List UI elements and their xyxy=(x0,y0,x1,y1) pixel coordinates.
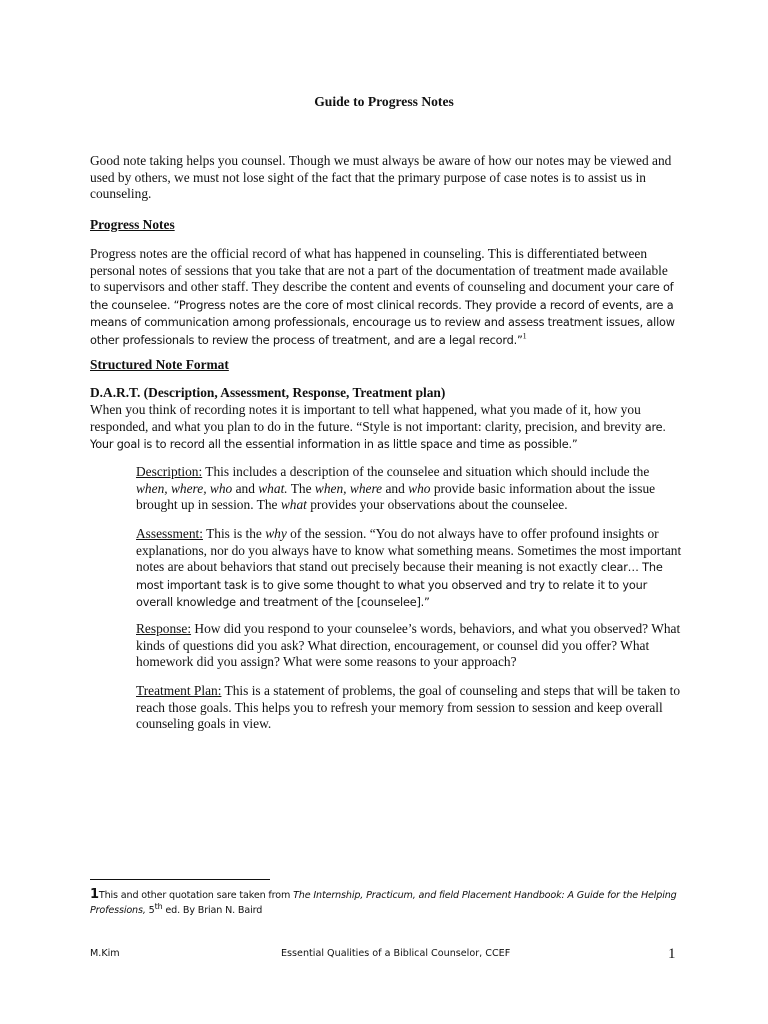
structured-note-heading: Structured Note Format xyxy=(90,357,229,372)
progress-notes-paragraph xyxy=(90,246,680,350)
footnote-book-title: The Internship, Practicum, and field Placement Handbook: A Guide for the Helping Professions, xyxy=(90,890,677,916)
description-italic: what. xyxy=(258,480,288,496)
response-text: How did you respond to your counselee’s words, behaviors, and what you observed? What kinds of questions did you ask? What direction, encouragement, or counsel did you offer? What homework did you assign? What were some reasons to your approach? xyxy=(136,621,681,670)
page-number: 1 xyxy=(668,946,676,962)
assessment-text: This is the xyxy=(202,526,266,541)
response-label: Response: xyxy=(136,621,192,636)
footnote-text: ed. By Brian N. Baird xyxy=(162,905,263,916)
page-title: Guide to Progress Notes xyxy=(314,94,454,109)
treatment-plan-paragraph xyxy=(136,683,684,733)
progress-notes-text: Progress notes are the official record of what has happened in counseling. This is differentiated between personal notes of sessions that you take that are not a part of the documentation of treatment made available to supervisors and other staff. They describe the content and events of counseling and document xyxy=(90,246,668,295)
dart-heading: D.A.R.T. (Description, Assessment, Response, Treatment plan) xyxy=(90,385,446,400)
footnote-superscript: th xyxy=(154,901,163,911)
description-text: The xyxy=(287,480,315,496)
assessment-label: Assessment: xyxy=(136,526,203,541)
response-paragraph xyxy=(136,621,684,671)
assessment-quote: clear… The most important task is to give some thought to what you observed and try to relate it to your overall knowledge and treatment of the [counselee].” xyxy=(136,561,663,610)
description-paragraph xyxy=(136,464,684,514)
description-italic: when, where, who xyxy=(136,480,233,496)
treatment-plan-label: Treatment Plan: xyxy=(136,683,222,698)
assessment-text: of the session. “You do not always have to offer profound insights or explanations, nor do you always have to know what something means. Sometimes the most important notes are about behaviors that stand out precisely because their meaning is not exactly xyxy=(136,526,682,575)
footer-course: Essential Qualities of a Biblical Counselor, CCEF xyxy=(281,948,511,959)
footer-author: M.Kim xyxy=(90,948,120,959)
description-italic: what xyxy=(280,497,307,513)
footnote xyxy=(90,887,690,918)
treatment-plan-text: This is a statement of problems, the goal of counseling and steps that will be taken to reach those goals. This helps you to refresh your memory from session to session and keep overall counseling goals in view. xyxy=(136,683,681,732)
description-label: Description: xyxy=(136,464,203,479)
progress-notes-heading: Progress Notes xyxy=(90,217,175,232)
dart-quote: are. Your goal is to record all the essential information in as little space and time as possible.” xyxy=(90,420,666,452)
footnote-mark: 1 xyxy=(90,887,99,902)
footnote-reference[interactable]: 1 xyxy=(522,331,527,341)
description-italic: when, where xyxy=(314,480,383,496)
dart-text: When you think of recording notes it is important to tell what happened, what you made of it, how you responded, and what you plan to do in the future. “Style is not important: clarity, precision, and brevity xyxy=(90,402,645,434)
footnote-divider xyxy=(90,879,270,880)
description-text: This includes a description of the counselee and situation which should include the xyxy=(202,464,650,479)
description-text: provides your observations about the counselee. xyxy=(306,497,568,513)
footnote-text: 5 xyxy=(145,905,155,916)
description-text: and xyxy=(382,480,409,496)
progress-notes-quote: your care of the counselee. “Progress notes are the core of most clinical records. They provide a record of events, are a means of communication among professionals, encourage us to review and assess treatment issues, allow other professionals to review the process of treatment, and are a legal record.” xyxy=(90,281,675,347)
description-text: and xyxy=(232,480,259,496)
dart-paragraph xyxy=(90,402,680,454)
description-text: provide basic information about the issue brought up in session. The xyxy=(136,480,656,513)
assessment-italic: why xyxy=(265,526,287,541)
assessment-paragraph xyxy=(136,526,684,612)
intro-paragraph: Good note taking helps you counsel. Though we must always be aware of how our notes may be viewed and used by others, we must not lose sight of the fact that the primary purpose of case notes is to assist us in counseling. xyxy=(90,153,672,202)
footnote-text: This and other quotation sare taken from xyxy=(98,890,294,901)
description-italic: who xyxy=(408,480,431,496)
